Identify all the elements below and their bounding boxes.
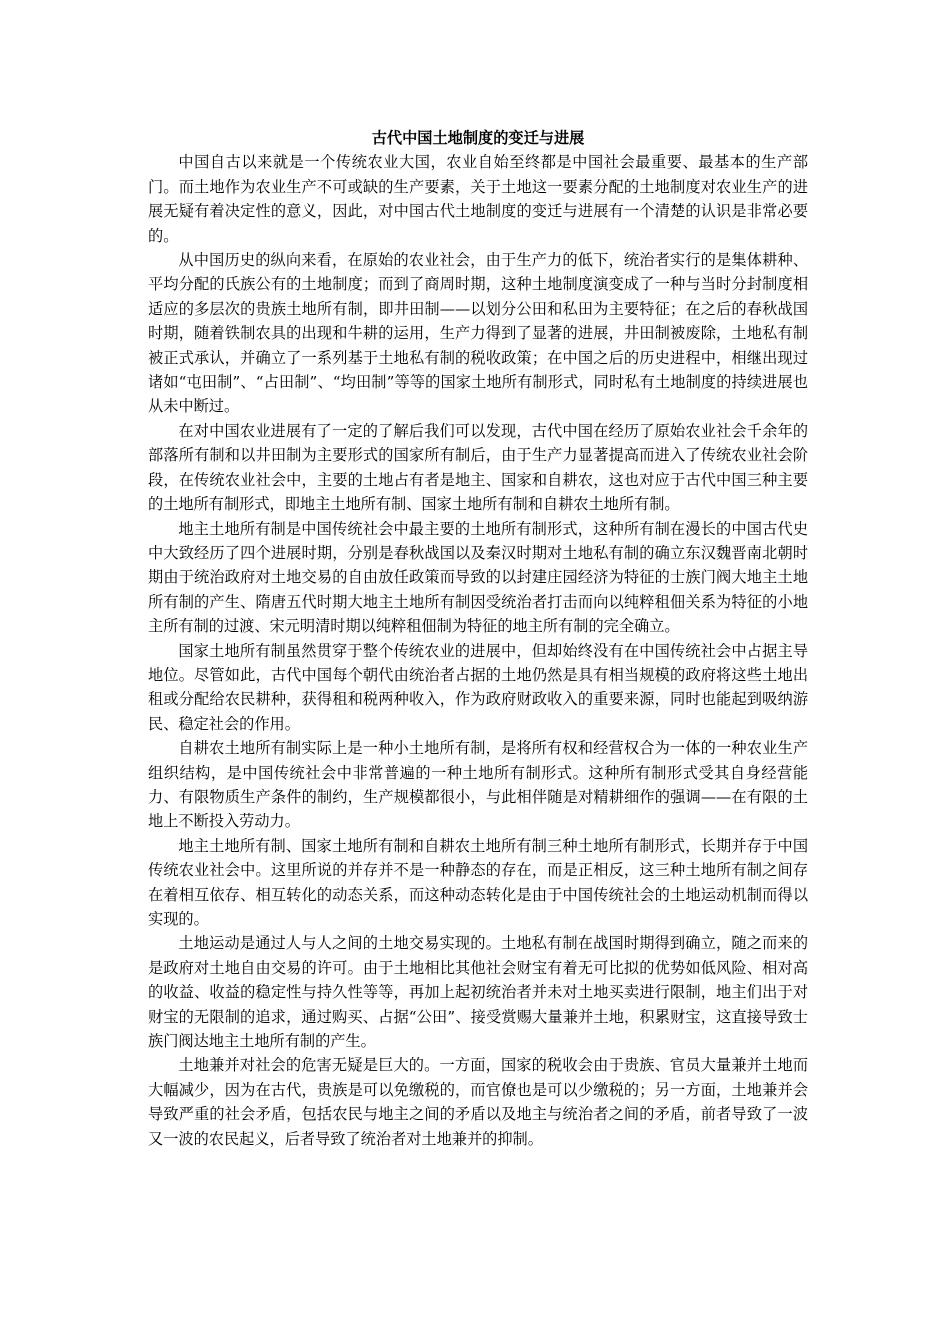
paragraph-3: 在对中国农业进展有了一定的了解后我们可以发现，古代中国在经历了原始农业社会千余年的部落所有制和以井田制为主要形式的国家所有制后，由于生产力显著提高而进入了传统农业社会阶段，在传统农业社会中，主要的土地占有者是地主、国家和自耕农，这也对应于古代中国三种主要的土地所有制形式，即地主土地所有制、国家土地所有制和自耕农土地所有制。 [148, 421, 808, 514]
document-title: 古代中国土地制度的变迁与进展 [371, 129, 585, 147]
document-page [148, 126, 808, 1151]
paragraph-1: 中国自古以来就是一个传统农业大国，农业自始至终都是中国社会最重要、最基本的生产部门。而土地作为农业生产不可或缺的生产要素，关于土地这一要素分配的土地制度对农业生产的进展无疑有着决定性的意义，因此，对中国古代土地制度的变迁与进展有一个清楚的认识是非常必要的。 [148, 153, 808, 245]
paragraph-8: 土地运动是通过人与人之间的土地交易实现的。土地私有制在战国时期得到确立，随之而来的是政府对土地自由交易的许可。由于土地相比其他社会财宝有着无可比拟的优势如低风险、相对高的收益、收益的稳定性与持久性等等，再加上起初统治者并未对土地买卖进行限制，地主们出于对财宝的无限制的追求，通过购买、占据“公田”、接受赏赐大量兼并土地，积累财宝，这直接导致士族门阀达地主土地所有制的产生。 [148, 934, 808, 1051]
paragraph-5: 国家土地所有制虽然贯穿于整个传统农业的进展中，但却始终没有在中国传统社会中占据主导地位。尽管如此，古代中国每个朝代由统治者占据的土地仍然是具有相当规模的政府将这些土地出租或分配给农民耕种，获得租和税两种收入，作为政府财政收入的重要来源，同时也能起到吸纳游民、稳定社会的作用。 [148, 641, 808, 733]
paragraph-2: 从中国历史的纵向来看，在原始的农业社会，由于生产力的低下，统治者实行的是集体耕种、平均分配的氏族公有的土地制度；而到了商周时期，这种土地制度演变成了一种与当时分封制度相适应的多层次的贵族土地所有制，即井田制——以划分公田和私田为主要特征；在之后的春秋战国时期，随着铁制农具的出现和牛耕的运用，生产力得到了显著的进展，井田制被废除，土地私有制被正式承认，并确立了一系列基于土地私有制的税收政策；在中国之后的历史进程中，相继出现过诸如“屯田制”、“占田制”、“均田制”等等的国家土地所有制形式，同时私有土地制度的持续进展也从未中断过。 [148, 251, 808, 416]
paragraph-4: 地主土地所有制是中国传统社会中最主要的土地所有制形式，这种所有制在漫长的中国古代史中大致经历了四个进展时期，分别是春秋战国以及秦汉时期对土地私有制的确立东汉魏晋南北朝时期由于统治政府对土地交易的自由放任政策而导致的以封建庄园经济为特征的士族门阀大地主土地所有制的产生、隋唐五代时期大地主土地所有制因受统治者打击而向以纯粹租佃关系为特征的小地主所有制的过渡、宋元明清时期以纯粹租佃制为特征的地主所有制的完全确立。 [148, 519, 808, 636]
paragraph-6: 自耕农土地所有制实际上是一种小土地所有制，是将所有权和经营权合为一体的一种农业生产组织结构，是中国传统社会中非常普遍的一种土地所有制形式。这种所有制形式受其自身经营能力、有限物质生产条件的制约，生产规模都很小，与此相伴随是对精耕细作的强调——在有限的土地上不断投入劳动力。 [148, 739, 808, 831]
paragraph-7: 地主土地所有制、国家土地所有制和自耕农土地所有制三种土地所有制形式，长期并存于中国传统农业社会中。这里所说的并存并不是一种静态的存在，而是正相反，这三种土地所有制之间存在着相互依存、相互转化的动态关系，而这种动态转化是由于中国传统社会的土地运动机制而得以实现的。 [148, 836, 808, 928]
paragraph-9: 土地兼并对社会的危害无疑是巨大的。一方面，国家的税收会由于贵族、官员大量兼并土地而大幅减少，因为在古代，贵族是可以免缴税的，而官僚也是可以少缴税的；另一方面，土地兼并会导致严重的社会矛盾，包括农民与地主之间的矛盾以及地主与统治者之间的矛盾，前者导致了一波又一波的农民起义，后者导致了统治者对土地兼并的抑制。 [148, 1056, 808, 1148]
